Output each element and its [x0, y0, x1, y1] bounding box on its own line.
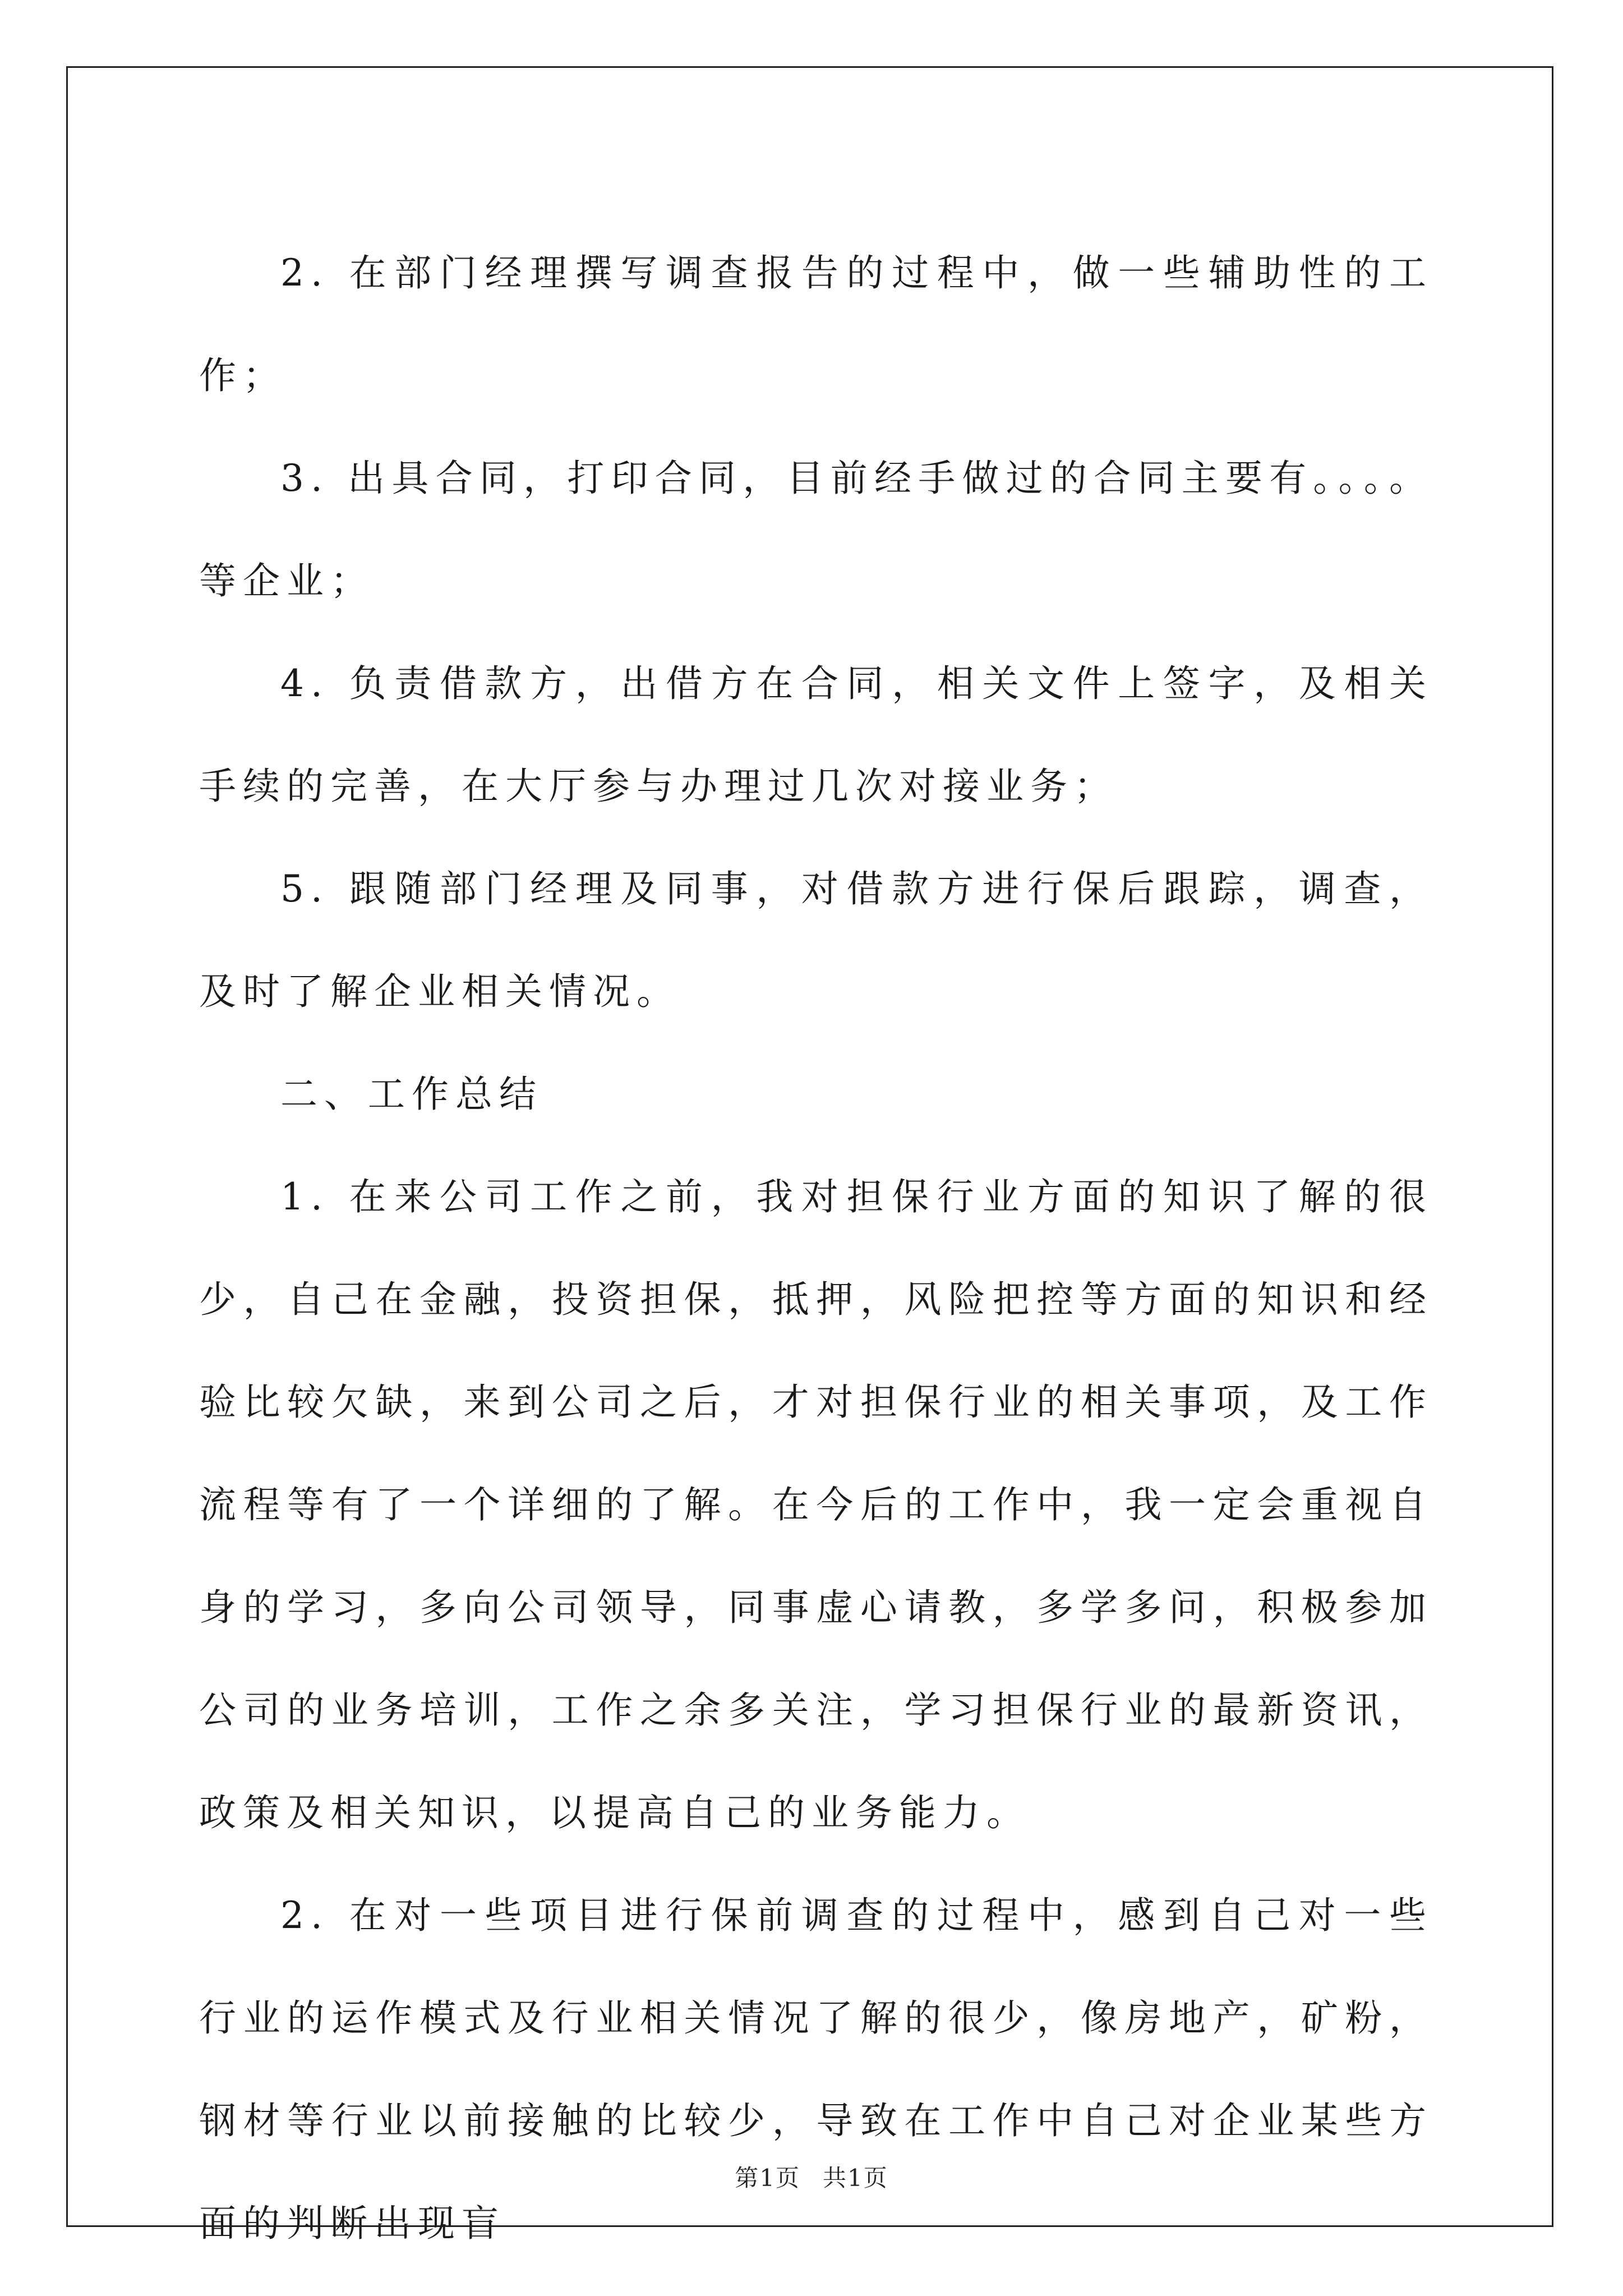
paragraph-item-2: 2. 在部门经理撰写调查报告的过程中，做一些辅助性的工作； [199, 251, 1433, 397]
section-heading-work-summary: 二、工作总结 [280, 1073, 543, 1116]
page-number-current: 第1页 [735, 2164, 800, 2192]
summary-paragraph-2: 2. 在对一些项目进行保前调查的过程中，感到自己对一些行业的运作模式及行业相关情况了解的很少，像房地产，矿粉，钢材等行业以前接触的比较少，导致在工作中自己对企业某些方面的判断出现盲 [199, 1894, 1433, 2245]
paragraph-item-3: 3. 出具合同，打印合同，目前经手做过的合同主要有。。。。等企业； [199, 457, 1433, 602]
paragraph-item-5: 5. 跟随部门经理及同事，对借款方进行保后跟踪，调查，及时了解企业相关情况。 [199, 867, 1433, 1013]
summary-paragraph-1: 1. 在来公司工作之前，我对担保行业方面的知识了解的很少，自己在金融，投资担保，抵押，风险把控等方面的知识和经验比较欠缺，来到公司之后，才对担保行业的相关事项，及工作流程等有了一个详细的了解。在今后的工作中，我一定会重视自身的学习，多向公司领导，同事虚心请教，多学多问，积极参加公司的业务培训，工作之余多关注，学习担保行业的最新资讯，政策及相关知识，以提高自己的业务能力。 [199, 1175, 1433, 1834]
document-body [199, 222, 1433, 2275]
paragraph-item-4: 4. 负责借款方，出借方在合同，相关文件上签字，及相关手续的完善，在大厅参与办理过几次对接业务； [199, 662, 1433, 808]
page-number-total: 共1页 [823, 2164, 888, 2192]
page-footer [0, 2160, 1623, 2193]
